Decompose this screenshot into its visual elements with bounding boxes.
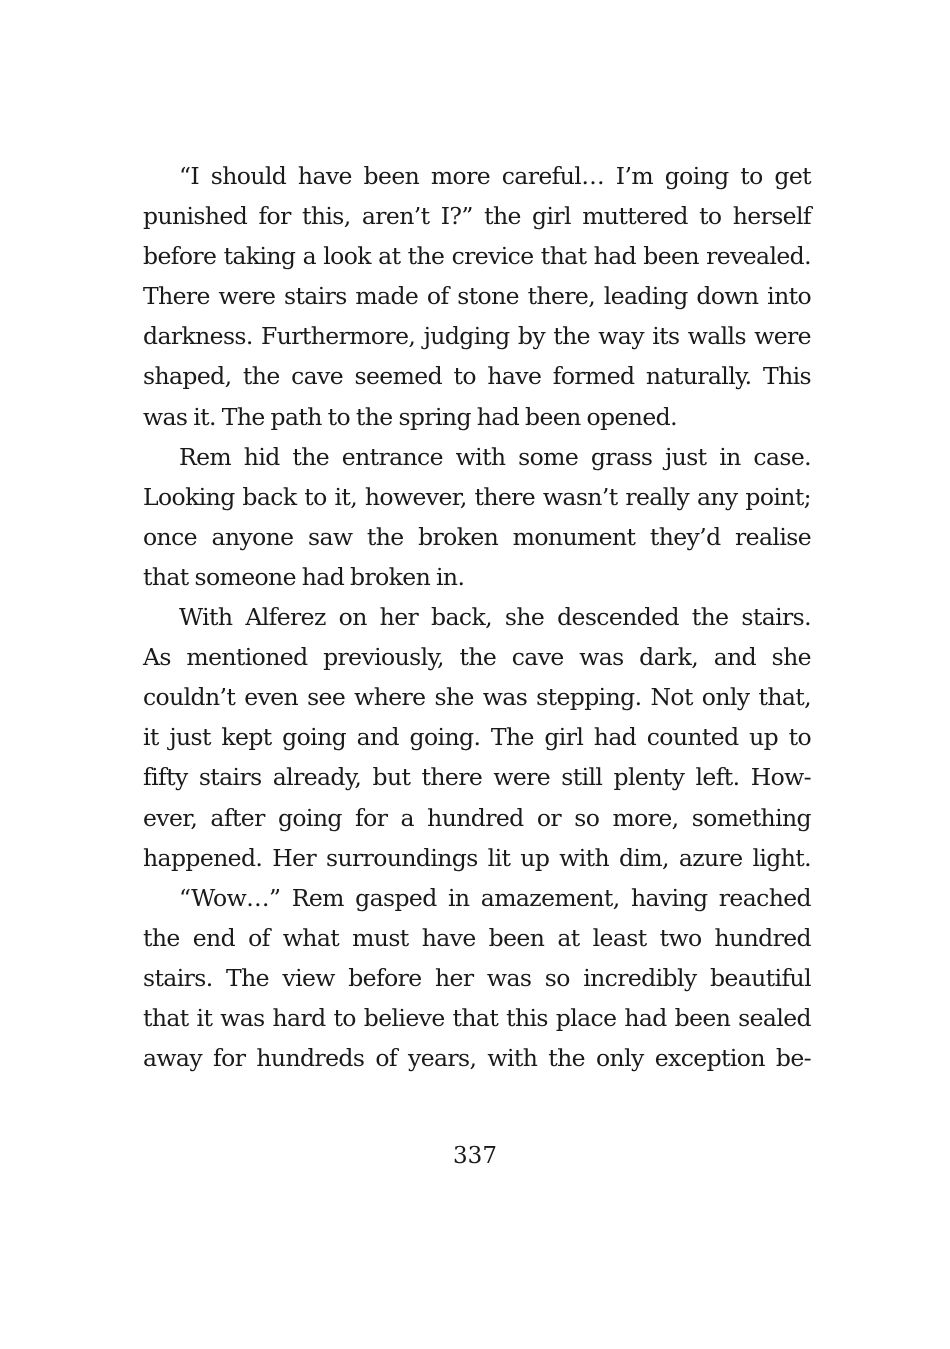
text-line: There were stairs made of stone there, leading down into bbox=[143, 282, 811, 311]
text-line: With Alferez on her back, she descended the stairs. bbox=[179, 603, 811, 632]
text-line: Rem hid the entrance with some grass just in case. bbox=[179, 442, 811, 471]
paragraph bbox=[143, 437, 811, 597]
text-line: once anyone saw the broken monument they’d realise bbox=[143, 522, 811, 551]
text-line: was it. The path to the spring had been opened. bbox=[143, 402, 677, 431]
text-line: that it was hard to believe that this place had been sealed bbox=[143, 1003, 811, 1032]
text-line: away for hundreds of years, with the only exception be- bbox=[143, 1044, 811, 1073]
text-line: Looking back to it, however, there wasn’t really any point; bbox=[143, 482, 811, 511]
text-line: As mentioned previously, the cave was dark, and she bbox=[143, 643, 811, 672]
body-text bbox=[143, 156, 811, 1078]
paragraph bbox=[143, 878, 811, 1078]
paragraph bbox=[143, 597, 811, 878]
text-line: before taking a look at the crevice that had been revealed. bbox=[143, 242, 811, 271]
paragraph bbox=[143, 156, 811, 437]
text-line: that someone had broken in. bbox=[143, 562, 465, 591]
text-line: fifty stairs already, but there were still plenty left. How- bbox=[143, 763, 811, 792]
text-line: shaped, the cave seemed to have formed naturally. This bbox=[143, 362, 811, 391]
text-line: stairs. The view before her was so incredibly beautiful bbox=[143, 963, 811, 992]
text-line: it just kept going and going. The girl had counted up to bbox=[143, 723, 811, 752]
text-line: ever, after going for a hundred or so more, something bbox=[143, 803, 811, 832]
text-line: couldn’t even see where she was stepping. Not only that, bbox=[143, 683, 811, 712]
text-line: the end of what must have been at least two hundred bbox=[143, 923, 811, 952]
text-line: happened. Her surroundings lit up with dim, azure light. bbox=[143, 843, 811, 872]
text-line: “I should have been more careful… I’m going to get bbox=[179, 162, 811, 190]
text-line: darkness. Furthermore, judging by the way its walls were bbox=[143, 322, 811, 351]
page-number: 337 bbox=[453, 1143, 497, 1169]
text-line: “Wow…” Rem gasped in amazement, having reached bbox=[179, 883, 811, 912]
text-line: punished for this, aren’t I?” the girl muttered to herself bbox=[143, 202, 811, 231]
